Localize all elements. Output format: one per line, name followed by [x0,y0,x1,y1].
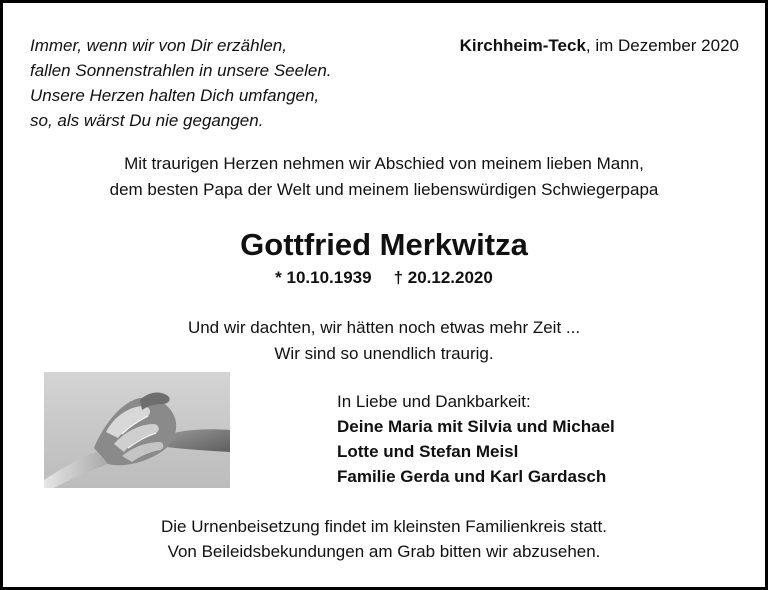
clasped-hands-photo [44,372,230,488]
signature-family: Lotte und Stefan Meisl [337,442,519,461]
signature-intro: In Liebe und Dankbarkeit: [337,392,531,411]
intro-line: dem besten Papa der Welt und meinem liebenswürdigen Schwiegerpapa [109,180,659,199]
dateline-date: , im Dezember 2020 [585,36,739,55]
quote-line: Und wir dachten, wir hätten noch etwas mehr Zeit ... [187,318,581,337]
life-dates [3,267,765,289]
poem-line: Unsere Herzen halten Dich umfangen, [30,86,320,105]
deceased-name: Gottfried Merkwitza [240,227,528,262]
footer-line: Die Urnenbeisetzung findet im kleinsten Familienkreis statt. [161,517,607,536]
dateline [460,33,739,58]
poem [30,33,332,133]
poem-line: so, als wärst Du nie gegangen. [30,111,264,130]
clasped-hands-icon [44,372,230,488]
dateline-place: Kirchheim-Teck [459,36,586,55]
death-date: † 20.12.2020 [393,268,493,287]
intro-text [3,151,765,203]
signature-family: Deine Maria mit Silvia und Michael [337,417,615,436]
quote-text [3,315,765,367]
intro-line: Mit traurigen Herzen nehmen wir Abschied von meinem lieben Mann, [124,154,644,173]
quote-line: Wir sind so unendlich traurig. [274,344,494,363]
poem-line: fallen Sonnenstrahlen in unsere Seelen. [30,61,332,80]
poem-line: Immer, wenn wir von Dir erzählen, [30,36,287,55]
signature-block [337,389,615,489]
birth-date: * 10.10.1939 [275,268,372,287]
footer-text [3,514,765,564]
signature-family: Familie Gerda und Karl Gardasch [337,467,607,486]
footer-line: Von Beileidsbekundungen am Grab bitten wir abzusehen. [167,542,601,561]
